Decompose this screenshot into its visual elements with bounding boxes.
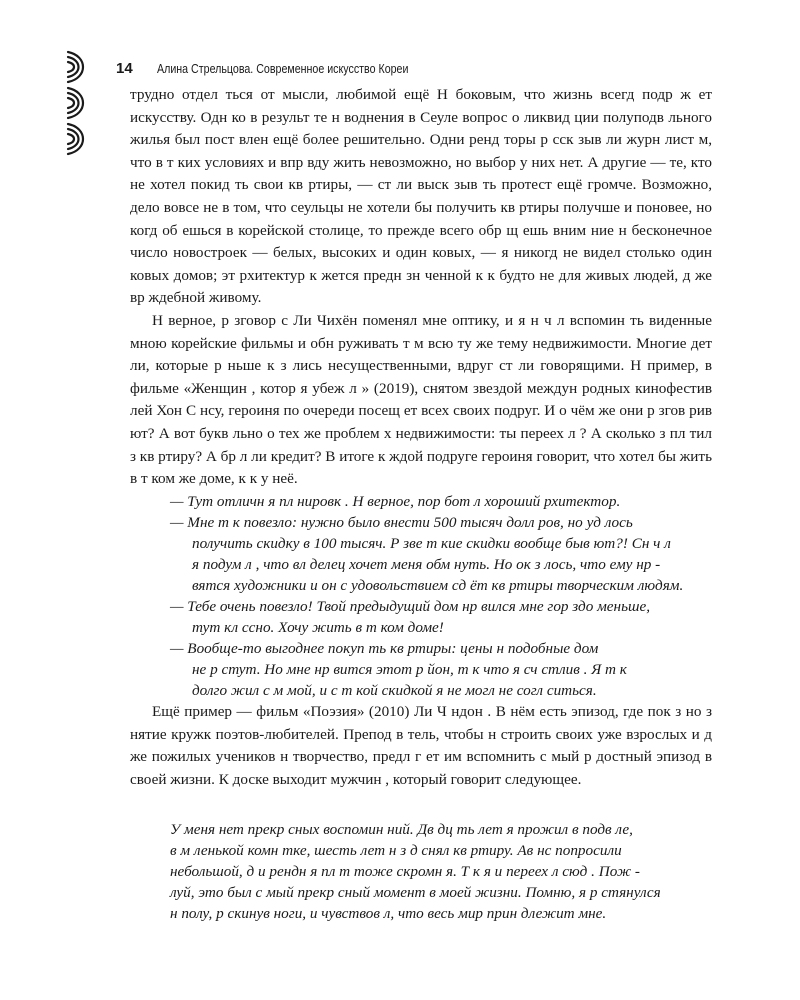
wave-ornament-icon: [64, 50, 94, 162]
quote-line: — Вообще-то выгоднее покуп ть кв ртиры: цены н подобные дом: [170, 640, 599, 657]
body-text-block: [130, 84, 712, 491]
quote-line: — Тебе очень повезло! Твой предыдущий дом нр вился мне гор здо меньше,: [170, 598, 650, 615]
dialogue-quote: [170, 491, 710, 701]
quote-line: долго жил с м мой, и с т кой скидкой я не могл не согл ситься.: [192, 682, 597, 699]
quote-line: — Тут отличн я пл нировк . Н верное, пор бот л хороший рхитектор.: [170, 493, 621, 510]
poem-quote: [170, 819, 710, 924]
quote-line: н полу, р скинув ноги, и чувствов л, что весь мир прин длежит мне.: [170, 905, 607, 922]
running-title: Алина Стрельцова. Современное искусство Кореи: [156, 61, 409, 76]
quote-line: луй, это был с мый прекр сный момент в моей жизни. Помню, я р стянулся: [170, 884, 661, 901]
quote-line: — Мне т к повезло: нужно было внести 500 тысяч долл ров, но уд лось: [170, 514, 633, 531]
body-text-block: [130, 701, 712, 791]
paragraph: трудно отдел ться от мысли, любимой ещё Н боковым, что жизнь всегд подр ж ет искусству. Одн ко в результ те н воднения в Сеуле вопрос о ликвид ции полуподв льного жилья был пост влен ещё более решительно. Одни ренд торы р сск зыв ли журн лист м, что в т ких условиях и впр вду жить невозможно, но выбор у них нет. А другие — те, кто не хотел покид ть свои кв ртиры, — ст ли выск зыв ть протест ещё громче. Возможно, дело вовсе не в том, что сеульцы не хотели бы получить кв ртиры получше и поновее, но когд об ешься в корейской столице, то прежде всего обр щ ешь вним ние н бесконечное число новостроек — белых, высоких и один ковых, — я никогд не видел столько один ковых домов; эт рхитектур к жется предн зн ченной к к будто не для живых людей, д же вр ждебной живому.: [130, 86, 712, 307]
quote-line: небольшой, д и рендн я пл т тоже скромн я. Т к я и переех л сюд . Пож -: [170, 863, 640, 880]
quote-line: вятся художники и он с удовольствием сд ёт кв ртиры творческим людям.: [192, 577, 684, 594]
quote-line: я подум л , что вл делец хочет меня обм нуть. Но ок з лось, что ему нр -: [192, 556, 661, 573]
quote-line: тут кл ссно. Хочу жить в т ком доме!: [192, 619, 444, 636]
quote-line: У меня нет прекр сных воспомин ний. Дв дц ть лет я прожил в подв ле,: [170, 821, 633, 838]
paragraph: Н верное, р зговор с Ли Чихён поменял мне оптику, и я н ч л вспомин ть виденные мною корейские фильмы и обн руживать т м всю ту же тему недвижимости. Многие дет ли, которые р ньше к з лись несущественными, вдруг ст ли говорящими. Н пример, в фильме «Женщин , котор я убеж л » (2019), снятом звездой междун родных кинофестив лей Хон С нсу, героиня по очереди посещ ет всех своих подруг. И о чём же они р згов рив ют? А вот букв льно о тех же проблем х недвижимости: ты переех л ? А сколько з пл тил з кв ртиру? А бр л ли кредит? В итоге к ждой подруге героиня говорит, что хотел бы жить в т ком же доме, к к у неё.: [130, 311, 712, 488]
paragraph: Ещё пример — фильм «Поэзия» (2010) Ли Ч ндон . В нём есть эпизод, где пок з но з нятие кружк поэтов-любителей. Препод в тель, чтобы н строить своих уже взрослых и д же пожилых учеников н творчество, предл г ет им вспомнить с мый р достный эпизод в своей жизни. К доске выходит мужчин , который говорит следующее.: [130, 703, 712, 788]
quote-line: не р стут. Но мне нр вится этот р йон, т к что я сч стлив . Я т к: [192, 661, 627, 678]
quote-line: получить скидку в 100 тысяч. Р зве т кие скидки вообще быв ют?! Сн ч л: [192, 535, 671, 552]
page-number: 14: [116, 60, 133, 77]
quote-line: в м ленькой комн тке, шесть лет н з д снял кв ртиру. Ав нс попросили: [170, 842, 622, 859]
running-head: [116, 60, 463, 80]
